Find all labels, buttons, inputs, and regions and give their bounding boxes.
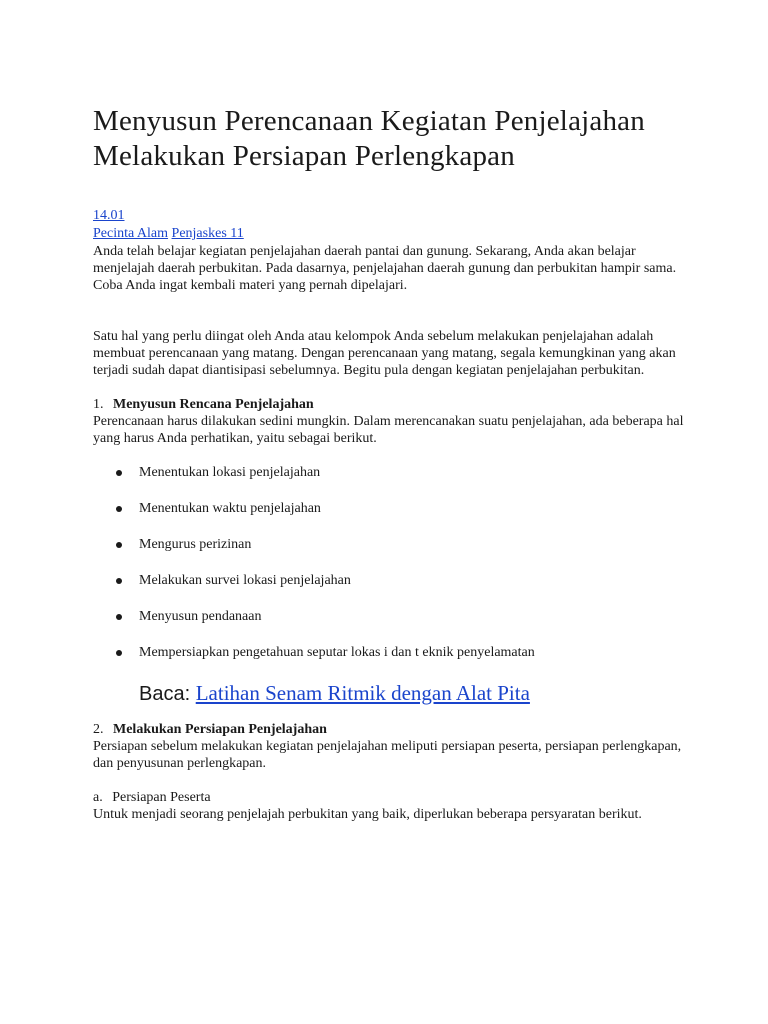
bullet-icon: [116, 470, 122, 476]
subsection-a-title: Persiapan Peserta: [112, 790, 211, 805]
subsection-a-label: a.: [93, 790, 103, 805]
list-item: Menentukan lokasi penjelajahan: [93, 464, 693, 481]
label-link-pecinta-alam[interactable]: Pecinta Alam: [93, 226, 169, 241]
list-item: Mempersiapkan pengetahuan seputar lokas i dan t eknik penyelamatan: [93, 644, 693, 661]
section-1-number: 1.: [93, 397, 104, 412]
article: [93, 104, 693, 823]
article-title: Menyusun Perencanaan Kegiatan Penjelajahan Melakukan Persiapan Perlengkapan: [93, 105, 645, 172]
subsection-a-heading: [93, 789, 693, 806]
list-item: Melakukan survei lokasi penjelajahan: [93, 572, 693, 589]
subsection-a-text: Untuk menjadi seorang penjelajah perbukitan yang baik, diperlukan beberapa persyaratan berikut.: [93, 807, 642, 822]
section-2-number: 2.: [93, 722, 104, 737]
section-1-text: Perencanaan harus dilakukan sedini mungkin. Dalam merencanakan suatu penjelajahan, ada beberapa hal yang harus Anda perhatikan, yaitu sebagai berikut.: [93, 414, 684, 446]
planning-list: [93, 464, 693, 661]
list-item: Menyusun pendanaan: [93, 608, 693, 625]
section-1-title: Menyusun Rencana Penjelajahan: [113, 397, 314, 412]
read-also-link[interactable]: Latihan Senam Ritmik dengan Alat Pita: [195, 681, 530, 705]
bullet-icon: [116, 650, 122, 656]
bullet-icon: [116, 614, 122, 620]
planning-paragraph: Satu hal yang perlu diingat oleh Anda atau kelompok Anda sebelum melakukan penjelajahan adalah membuat perencanaan yang matang. Dengan perencanaan yang matang, segala kemungkinan yang akan terjadi sudah dapat diantisipasi sebelumnya. Begitu pula dengan kegiatan penjelajahan perbukitan.: [93, 329, 676, 378]
bullet-icon: [116, 542, 122, 548]
section-2-text: Persiapan sebelum melakukan kegiatan penjelajahan meliputi persiapan peserta, persiapan perlengkapan, dan penyusunan perlengkapan.: [93, 739, 682, 771]
bullet-icon: [116, 506, 122, 512]
post-meta: [93, 207, 693, 243]
intro-paragraph: Anda telah belajar kegiatan penjelajahan daerah pantai dan gunung. Sekarang, Anda akan belajar menjelajah daerah perbukitan. Pada dasarnya, penjelajahan daerah gunung dan perbukitan hampir sama. Coba Anda ingat kembali materi yang pernah dipelajari.: [93, 244, 677, 293]
post-time-link[interactable]: 14.01: [93, 208, 125, 223]
read-also-prefix: Baca:: [139, 683, 191, 705]
section-2-title: Melakukan Persiapan Penjelajahan: [113, 722, 327, 737]
section-1-heading: [93, 396, 693, 413]
bullet-icon: [116, 578, 122, 584]
section-2-heading: [93, 721, 693, 738]
label-link-penjaskes-11[interactable]: Penjaskes 11: [171, 226, 244, 241]
list-item: Mengurus perizinan: [93, 536, 693, 553]
post-labels: [93, 225, 693, 243]
list-item: Menentukan waktu penjelajahan: [93, 500, 693, 517]
read-also: [93, 680, 693, 707]
